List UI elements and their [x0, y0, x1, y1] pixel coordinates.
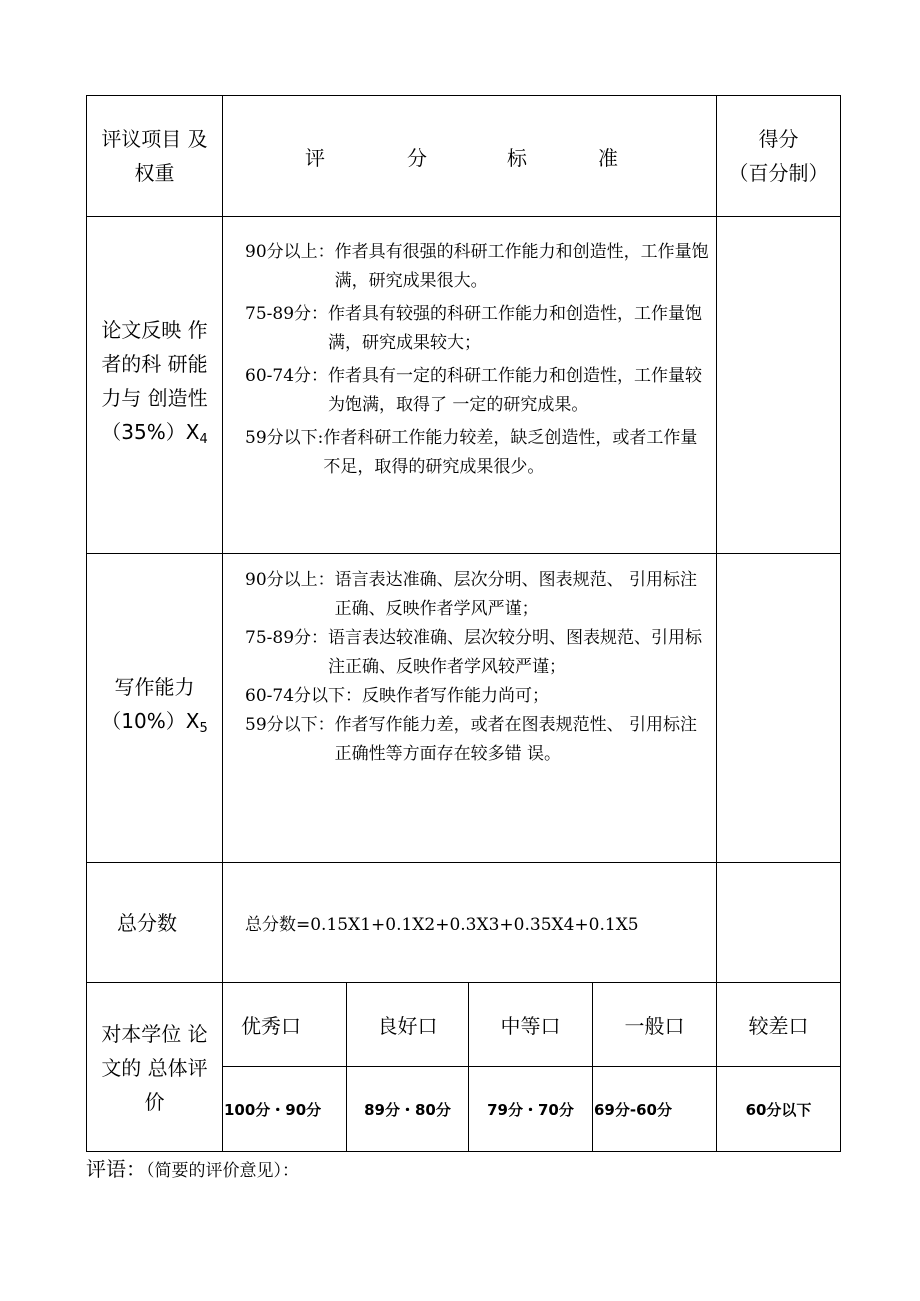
criteria-range: 60-74分以下： — [245, 686, 363, 706]
criteria-item — [245, 682, 713, 711]
grade-excellent[interactable]: 优秀口 — [241, 1014, 301, 1038]
comment-section[interactable] — [86, 1153, 299, 1182]
criteria-range: 59分以下： — [245, 715, 335, 735]
row-x4-label-line: 论文反映 作 — [101, 318, 208, 342]
header-criteria-char: 评 — [305, 145, 325, 170]
row-overall-label-line: 对本学位 论 — [101, 1021, 208, 1046]
row-x4-label-line: 力与 创造性 — [101, 386, 208, 410]
criteria-text: 作者具有很强的科研工作能力和创造性，工作量饱满，研究成果很大。 — [334, 242, 709, 291]
criteria-range: 75-89分： — [245, 304, 329, 324]
row-overall-label — [87, 983, 222, 1152]
row-total-label — [87, 863, 207, 982]
criteria-range: 59分以下: — [245, 428, 324, 448]
row-total-label-text: 总分数 — [117, 910, 177, 935]
total-formula: 总分数=0.15X1+0.1X2+0.3X3+0.35X4+0.1X5 — [245, 915, 639, 935]
grade-medium[interactable]: 中等口 — [500, 1014, 561, 1038]
row-x5-subscript: 5 — [199, 721, 208, 736]
range-fair: 69分-60分 — [594, 1101, 672, 1119]
range-excellent: 100分・90分 — [224, 1101, 322, 1119]
row-overall-label-line: 价 — [144, 1089, 165, 1114]
row-x4-criteria — [245, 238, 713, 482]
criteria-range: 90分以上： — [245, 570, 335, 590]
criteria-text: 作者具有较强的科研工作能力和创造性，工作量饱满，研究成果较大； — [328, 304, 703, 353]
grade-good[interactable]: 良好口 — [377, 1014, 438, 1038]
criteria-item — [245, 711, 713, 769]
criteria-range: 90分以上： — [245, 242, 335, 262]
row-x5-label — [87, 554, 222, 862]
criteria-text: 语言表达准确、层次分明、图表规范、 引用标注正确、反映作者学风严谨； — [334, 570, 698, 619]
header-score-line1: 得分 — [758, 127, 799, 151]
criteria-item — [245, 624, 713, 682]
criteria-item — [245, 362, 713, 420]
header-criteria-char: 标 — [507, 145, 527, 170]
row-x4-label-line: 者的科 研能 — [101, 352, 208, 376]
row-x5-criteria — [245, 566, 713, 769]
row-overall-label-line: 文的 总体评 — [101, 1055, 208, 1080]
criteria-item — [245, 566, 713, 624]
grade-fair[interactable]: 一般口 — [624, 1014, 685, 1038]
row-x4-weight: $(35\%)X_4$ — [101, 420, 208, 447]
comment-hint: （简要的评价意见）： — [146, 1161, 299, 1181]
header-item-weight-line2: 权重 — [134, 161, 175, 185]
criteria-range: 75-89分： — [245, 628, 329, 648]
criteria-range: 60-74分： — [245, 366, 329, 386]
grade-poor[interactable]: 较差口 — [748, 1014, 809, 1038]
criteria-item — [245, 424, 713, 482]
row-x5-label-line: 写作能力 — [114, 675, 195, 699]
header-score — [717, 96, 840, 216]
header-item-weight — [87, 96, 222, 216]
range-good: 89分・80分 — [364, 1101, 451, 1119]
row-x4-label — [87, 217, 222, 553]
col-divider — [716, 95, 717, 982]
header-criteria — [223, 96, 716, 216]
criteria-item — [245, 300, 713, 358]
header-criteria-char: 分 — [407, 145, 427, 170]
criteria-text: 作者具有一定的科研工作能力和创造性，工作量较为饱满，取得了 一定的研究成果。 — [328, 366, 703, 415]
row-x4-subscript: 4 — [199, 432, 208, 447]
range-medium: 79分・70分 — [487, 1101, 574, 1119]
header-item-weight-line1: 评议项目 及 — [101, 127, 208, 151]
criteria-text: 语言表达较准确、层次较分明、图表规范、引用标注正确、反映作者学风较严谨； — [328, 628, 703, 677]
criteria-item — [245, 238, 713, 296]
criteria-text: 作者科研工作能力较差，缺乏创造性，或者工作量不足，取得的研究成果很少。 — [323, 428, 698, 477]
header-criteria-char: 准 — [598, 145, 618, 170]
criteria-text: 作者写作能力差，或者在图表规范性、 引用标注正确性等方面存在较多错 误。 — [334, 715, 698, 764]
header-score-line2: （百分制） — [728, 161, 829, 185]
range-poor: 60分以下 — [745, 1101, 812, 1119]
criteria-text: 反映作者写作能力尚可； — [362, 686, 550, 706]
row-x5-weight: $(10\%)X_5$ — [101, 709, 208, 736]
comment-label: 评语： — [86, 1157, 146, 1181]
